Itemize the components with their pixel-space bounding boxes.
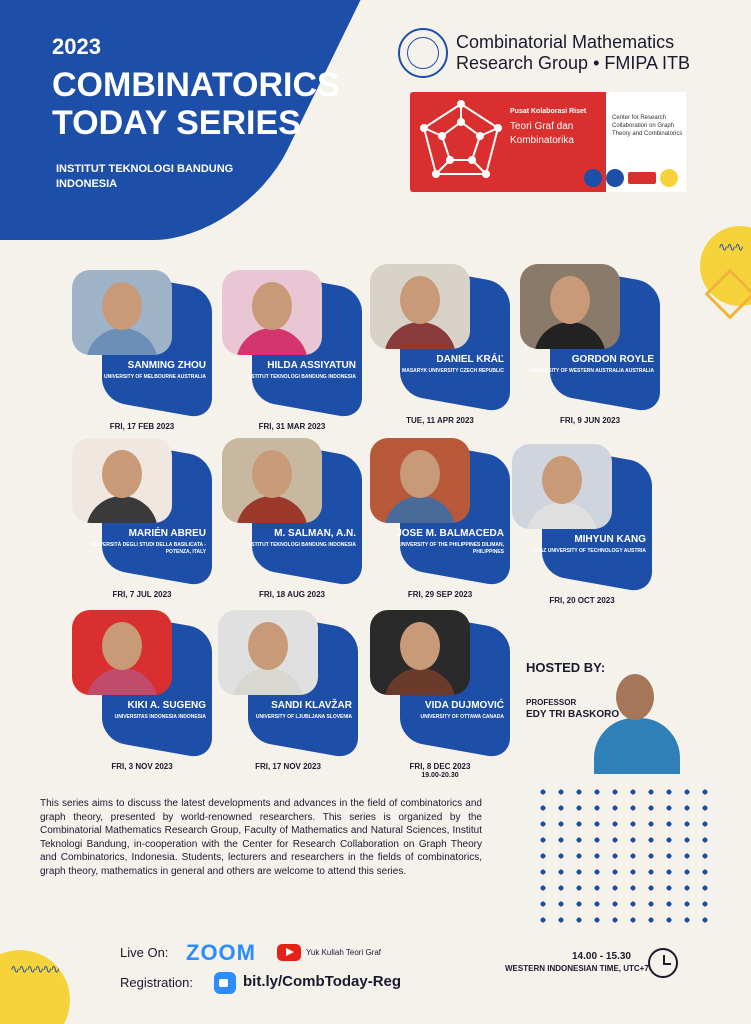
hosted-label: HOSTED BY:	[526, 660, 606, 675]
speaker-name: KIKI A. SUGENG	[127, 700, 206, 711]
speaker-photo	[370, 610, 470, 695]
speaker-card	[72, 270, 212, 431]
speaker-photo	[72, 438, 172, 523]
speaker-name: DANIEL KRÁĽ	[436, 354, 504, 365]
speaker-card	[370, 438, 510, 599]
speaker-photo	[218, 610, 318, 695]
speaker-affiliation: UNIVERSITY OF LJUBLJANA SLOVENIA	[255, 714, 352, 720]
speaker-name: SANMING ZHOU	[127, 360, 206, 371]
header-title: COMBINATORICS TODAY SERIES	[52, 66, 340, 142]
speaker-affiliation: UNIVERSITY OF WESTERN AUSTRALIA AUSTRALIA	[529, 368, 654, 374]
speaker-date: FRI, 8 DEC 2023	[409, 762, 471, 771]
speaker-name: JOSE M. BALMACEDA	[396, 528, 504, 539]
speaker-photo	[72, 610, 172, 695]
decor-wave-icon: ∿∿∿∿∿∿	[10, 962, 59, 976]
host-photo	[584, 666, 684, 774]
registration-label: Registration:	[120, 975, 193, 990]
speaker-photo	[222, 438, 322, 523]
speaker-affiliation: UNIVERSITY OF MELBOURNE AUSTRALIA	[104, 374, 206, 380]
speaker-card	[370, 264, 510, 425]
speaker-date: FRI, 9 JUN 2023	[559, 416, 621, 425]
collab-title: Teori Graf dan Kombinatorika	[510, 121, 574, 146]
decor-wave-icon: ∿∿∿	[718, 240, 743, 254]
speaker-card	[72, 610, 212, 771]
speaker-card	[218, 610, 358, 771]
speaker-date: FRI, 3 NOV 2023	[111, 762, 173, 771]
host-name: EDY TRI BASKORO	[526, 709, 620, 720]
speaker-card	[222, 438, 362, 599]
itb-logo-icon	[584, 169, 602, 187]
speaker-card	[370, 610, 510, 779]
collab-small-title: Pusat Kolaborasi Riset	[510, 108, 587, 115]
speaker-card	[72, 438, 212, 599]
zoom-logo: ZOOM	[186, 940, 256, 965]
youtube-icon	[277, 944, 301, 961]
speaker-name: GORDON ROYLE	[571, 354, 654, 365]
speaker-photo	[520, 264, 620, 349]
speaker-photo	[370, 264, 470, 349]
speaker-date: FRI, 17 NOV 2023	[255, 762, 321, 771]
speaker-photo	[512, 444, 612, 529]
speaker-photo	[222, 270, 322, 355]
partner-logos	[584, 168, 686, 188]
speaker-date: TUE, 11 APR 2023	[406, 416, 474, 425]
graph-logo-icon	[416, 98, 506, 186]
session-timezone: WESTERN INDONESIAN TIME, UTC+7	[505, 964, 649, 973]
header-year: 2023	[52, 34, 101, 59]
ui-logo-icon	[660, 169, 678, 187]
itb-seal-icon	[398, 28, 448, 78]
speaker-affiliation: UNIVERSITY OF OTTAWA CANADA	[420, 714, 504, 720]
host-title: PROFESSOR	[526, 698, 577, 707]
organizer-name: Combinatorial Mathematics Research Group • FMIPA ITB	[456, 32, 691, 73]
series-description: This series aims to discuss the latest developments and advances in the field of combinatorics and graph theory, presented by world-renowned researchers. This series is organized by the Combinatorial Mathematics Research Group, Faculty of Mathematics and Natural Sciences, Institut Teknologi Bandung, in-cooperation with the Center for Research Collaboration on Graph Theory and Combinatorics, Indonesia. Students, lecturers and researchers in the fields of combinatorics, graph theory, mathematics in general and others are welcome to attend this series.	[40, 798, 482, 877]
collab-banner	[410, 92, 686, 192]
live-on-label: Live On:	[120, 945, 169, 960]
speaker-name: VIDA DUJMOVIĆ	[424, 700, 504, 711]
speaker-date: FRI, 20 OCT 2023	[549, 596, 615, 605]
partner-logo-icon	[606, 169, 624, 187]
collab-english: Center for Research Collaboration on Graph Theory and Combinatorics	[612, 115, 683, 137]
header-subtitle: INSTITUT TEKNOLOGI BANDUNG INDONESIA	[56, 163, 234, 190]
speaker-name: SANDI KLAVŽAR	[271, 700, 352, 711]
speaker-date: FRI, 31 MAR 2023	[258, 422, 326, 431]
speaker-date: FRI, 18 AUG 2023	[259, 590, 325, 599]
speaker-affiliation: UNIVERSITÀ DEGLI STUDI DELLA BASILICATA - POTENZA, ITALY	[91, 542, 206, 555]
speaker-card	[222, 270, 362, 431]
speaker-name: HILDA ASSIYATUN	[267, 360, 356, 371]
speaker-card	[520, 264, 660, 425]
speaker-date: FRI, 29 SEP 2023	[407, 590, 473, 599]
speaker-name: MIHYUN KANG	[574, 534, 646, 545]
speaker-photo	[370, 438, 470, 523]
speaker-date: FRI, 17 FEB 2023	[109, 422, 175, 431]
speaker-affiliation: UNIVERSITAS INDONESIA INDONESIA	[114, 714, 206, 720]
brin-logo-icon	[628, 172, 656, 184]
speaker-date: FRI, 7 JUL 2023	[112, 590, 172, 599]
youtube-channel[interactable]: Yuk Kuliah Teori Graf	[306, 948, 382, 957]
speaker-name: M. SALMAN, A.N.	[274, 528, 356, 539]
registration-link[interactable]: bit.ly/CombToday-Reg	[243, 973, 402, 990]
speaker-affiliation: GRAZ UNIVERSITY OF TECHNOLOGY AUSTRIA	[532, 548, 646, 554]
speaker-affiliation: UNIVERSITY OF THE PHILIPPINES DILIMAN, PHILIPPINES	[398, 542, 504, 555]
speaker-affiliation: INSTITUT TEKNOLOGI BANDUNG INDONESIA	[246, 374, 356, 380]
clock-icon	[648, 948, 678, 978]
speaker-name: MARIÉN ABREU	[128, 528, 206, 539]
speaker-time: 19.00-20.30	[421, 772, 459, 779]
session-time: 14.00 - 15.30	[572, 951, 631, 962]
speaker-affiliation: MASARYK UNIVERSITY CZECH REPUBLIC	[402, 368, 504, 374]
zoom-camera-icon	[214, 972, 236, 994]
decor-dot-grid	[534, 784, 714, 928]
speaker-affiliation: INSTITUT TEKNOLOGI BANDUNG INDONESIA	[246, 542, 356, 548]
speaker-photo	[72, 270, 172, 355]
speaker-card	[512, 444, 652, 605]
